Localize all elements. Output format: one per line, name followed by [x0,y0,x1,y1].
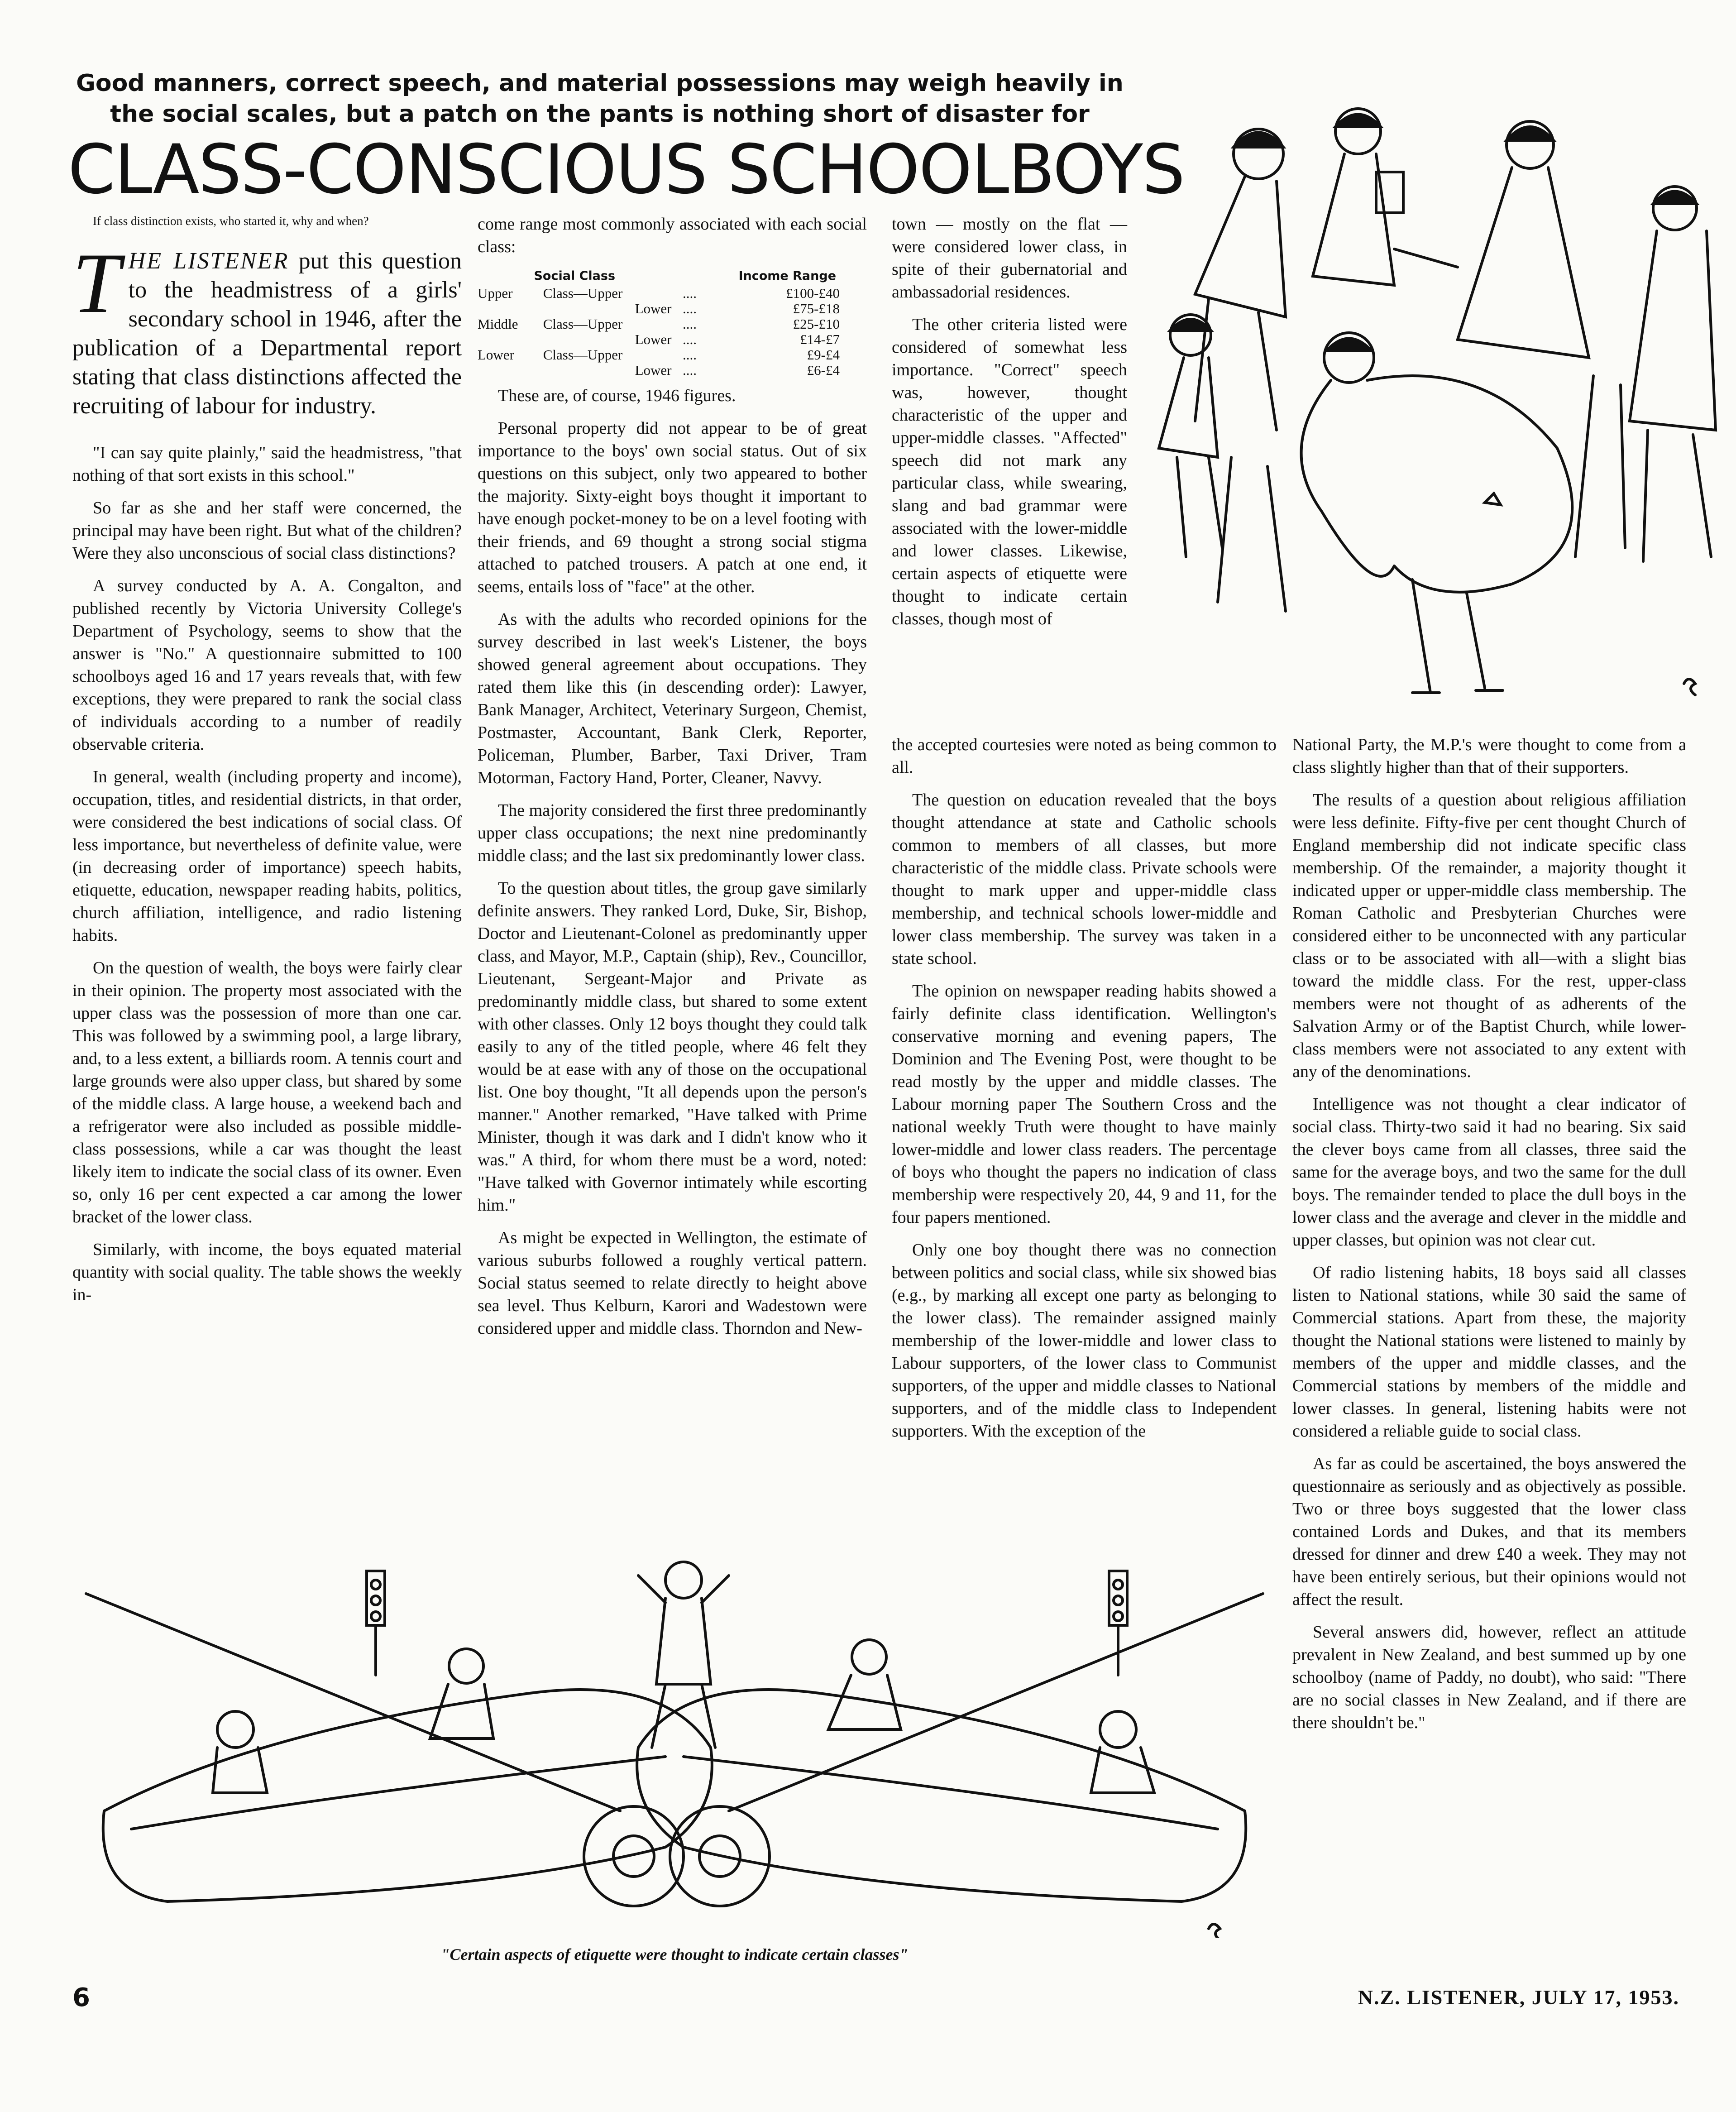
paragraph: In general, wealth (including property and income), occupation, titles, and residential districts, in that order, were considered the best indications of social class. Of less importance, but nevertheless of definite value, were (in decreasing order of importance) speech habits, etiquette, education, newspaper reading habits, politics, church affiliation, intelligence, and radio listening habits. [72,767,462,945]
drop-cap: T [72,236,120,331]
paragraph: The opinion on newspaper reading habits showed a fairly definite class identification. Wellington's conservative morning and evening papers, The Dominion and The Evening Post, were thought to be read mostly by the upper and middle classes. The Labour morning paper The Southern Cross and the national weekly Truth were thought to have mainly lower-middle and lower class readers. The percentage of boys who thought the papers no indication of class membership were respectively 20, 44, 9 and 11, for the four papers mentioned. [892,982,1277,1227]
table-header-income-range: Income Range [738,269,837,283]
lead-paragraph [72,236,462,421]
paragraph: So far as she and her staff were concerned, the principal may have been right. But what of the children? Were they also unconscious of social class distinctions? [72,498,462,563]
paragraph: A survey conducted by A. A. Congalton, and published recently by Victoria University College's Department of Psychology, seems to show that the answer is "No." A questionnaire submitted to 100 schoolboys aged 16 and 17 years reveals that, with few exceptions, they were prepared to rank the social class of individuals according to a number of readily observable criteria. [72,576,462,754]
income-table [478,268,867,378]
publication-footer: N.Z. LISTENER, JULY 17, 1953. [1358,1986,1679,2009]
paragraph: town — mostly on the flat — were considered lower class, in spite of their gubernatorial and ambassadorial residences. [892,215,1127,302]
page-number: 6 [72,1983,90,2012]
paragraph: Personal property did not appear to be of great importance to the boys' own social status. Out of six questions on this subject, only two appeared to bother the majority. Sixty-eight boys thought it important to have enough pocket-money to be on a level footing with their friends, and 69 thought a strong social stigma attached to patched trousers. A patch at one end, it seems, entails loss of "face" at the other. [478,419,867,596]
paragraph: National Party, the M.P.'s were thought to come from a class slightly higher than that of their supporters. [1292,735,1686,777]
paragraph: The results of a question about religious affiliation were less definite. Fifty-five per cent thought Church of England membership did not indicate specific class membership. Of the remainder, a majority thought it indicated upper or upper-middle class membership. The Roman Catholic and Presbyterian Churches were considered either to be unconnected with any particular class or to be associated with all—with a slight bias toward the middle class. For the rest, upper-class members were not thought of as adherents of the Salvation Army or of the Baptist Church, while lower-class members were not associated to any extent with any of the denominations. [1292,790,1686,1081]
paragraph: On the question of wealth, the boys were fairly clear in their opinion. The property most associated with the upper class was the possession of more than one car. This was followed by a swimming pool, a large library, and, to a less extent, a billiards room. A tennis court and large grounds were also upper class, but shared by some of the middle class. A large house, a weekend bach and a refrigerator were also included as possible middle-class possessions, while a car was thought the least likely item to indicate the social class of its owner. Even so, only 16 per cent expected a car among the lower bracket of the lower class. [72,958,462,1226]
column-1 [72,441,462,1316]
table-row: Middle Class—Upper .... £25-£10 [478,316,840,332]
cars-intersection-illustration [77,1557,1272,1938]
paragraph: The other criteria listed were considered of somewhat less importance. "Correct" speech was, however, thought characteristic of the upper and upper-middle classes. "Affected" speech did not mark any particular class, while swearing, slang and bad grammar were associated with the lower-middle and lower classes. Likewise, certain aspects of etiquette were thought to indicate certain classes, though most of [892,315,1127,628]
paragraph: To the question about titles, the group gave similarly definite answers. They ranked Lord, Duke, Sir, Bishop, Doctor and Lieutenant-Colonel as predominantly upper class, and Mayor, M.P., Captain (ship), Rev., Councillor, Lieutenant, Sergeant-Major and Private as predominantly middle class, but shared to some extent with other classes. Only 12 boys thought they could talk easily to any of the titled people, where 46 felt they would be at ease with any of those on the occupational list. One boy thought, "It all depends upon the person's manner." Another remarked, "Have talked with Prime Minister, though it was dark and I didn't know who it was." A third, for whom there must be a word, noted: "Have talked with Governor intimately while escorting him." [478,879,867,1215]
paragraph: come range most commonly associated with each social class: [478,215,867,256]
paragraph: Intelligence was not thought a clear indicator of social class. Thirty-two said it had no bearing. Six said the clever boys came from all classes, three said the same for the average boys, and two the same for the dull boys. The remainder tended to place the dull boys in the lower class and the average and clever in the middle and upper classes, but opinion was not clear cut. [1292,1095,1686,1250]
table-row: Lower .... £6-£4 [635,362,840,378]
paragraph: The majority considered the first three predominantly upper class occupations; the next nine predominantly middle class; and the last six predominantly lower class. [478,801,867,865]
table-header-social-class: Social Class [534,269,616,283]
paragraph: As with the adults who recorded opinions for the survey described in last week's Listener, the boys showed general agreement about occupations. They rated them like this (in descending order): Lawyer, Bank Manager, Architect, Veterinary Surgeon, Chemist, Postmaster, Accountant, Bank Clerk, Reporter, Policeman, Plumber, Barber, Taxi Driver, Tram Motorman, Factory Hand, Porter, Cleaner, Navvy. [478,610,867,787]
column-3-bottom [892,733,1277,1452]
table-row: Lower .... £14-£7 [635,331,840,347]
table-row: Lower .... £75-£18 [635,301,840,316]
paragraph: These are, of course, 1946 figures. [498,386,736,405]
column-4 [1292,733,1686,1744]
paragraph: As might be expected in Wellington, the estimate of various suburbs followed a roughly vertical pattern. Social status seemed to relate directly to height above sea level. Thus Kelburn, Karori and Wadestown were considered upper and middle class. Thorndon and New- [478,1228,867,1338]
schoolboys-illustration [1141,104,1725,720]
illustration-caption: "Certain aspects of etiquette were thought to indicate certain classes" [440,1945,909,1964]
table-row: Upper Class—Upper .... £100-£40 [478,285,840,301]
paragraph: Of radio listening habits, 18 boys said all classes listen to National stations, while 30 said the same of Commercial stations. Apart from these, the majority thought the National stations were listened to mainly by members of the upper and middle classes, and the Commercial stations by members of the middle and lower classes. In general, listening habits were not considered a reliable guide to social class. [1292,1263,1686,1441]
paragraph: The question on education revealed that the boys thought attendance at state and Catholic schools common to members of all classes, but more characteristic of the middle class. Private schools were thought to mark upper and upper-middle class membership, and technical schools lower-middle and lower class membership. The survey was taken in a state school. [892,790,1277,968]
paragraph: Similarly, with income, the boys equated material quantity with social quality. The table shows the weekly in- [72,1240,462,1304]
lead-small-caps: HE LISTENER [128,248,289,274]
paragraph: As far as could be ascertained, the boys answered the questionnaire as seriously and as objectively as possible. Two or three boys suggested that the lower class contained Lords and Dukes, and that its members dressed for dinner and drew £40 a week. They may not have been entirely serious, but their opinions would not affect the result. [1292,1454,1686,1609]
column-2 [478,213,867,1350]
paragraph: Only one boy thought there was no connection between politics and social class, while six showed bias (e.g., by marking all except one party as belonging to the lower class). The remainder assigned mainly membership of the lower-middle and lower class to Labour supporters, of the lower class to Communist supporters, of the upper and middle classes to National supporters, and of the middle class to Independent supporters. With the exception of the [892,1240,1277,1441]
paragraph: "I can say quite plainly," said the headmistress, "that nothing of that sort exists in this school." [72,443,462,485]
page-title: CLASS-CONSCIOUS SCHOOLBOYS [68,130,1185,209]
column-3-top [892,213,1127,640]
paragraph: the accepted courtesies were noted as being common to all. [892,735,1277,777]
table-row: Lower Class—Upper .... £9-£4 [478,347,840,363]
subheading: If class distinction exists, who started it, why and when? [93,214,369,228]
lead-text: put this question to the headmistress of a girls' secondary school in 1946, after the publication of a Departmental report stating that class distinctions affected the recruiting of labour for industry. [72,248,462,419]
kicker-text: Good manners, correct speech, and material possessions may weigh heavily in the social scales, but a patch on the pants is nothing short of disaster for [76,70,1124,128]
paragraph: Several answers did, however, reflect an attitude prevalent in New Zealand, and best summed up by one schoolboy (name of Paddy, no doubt), who said: "There are no social classes in New Zealand, and if there are there shouldn't be." [1292,1623,1686,1732]
